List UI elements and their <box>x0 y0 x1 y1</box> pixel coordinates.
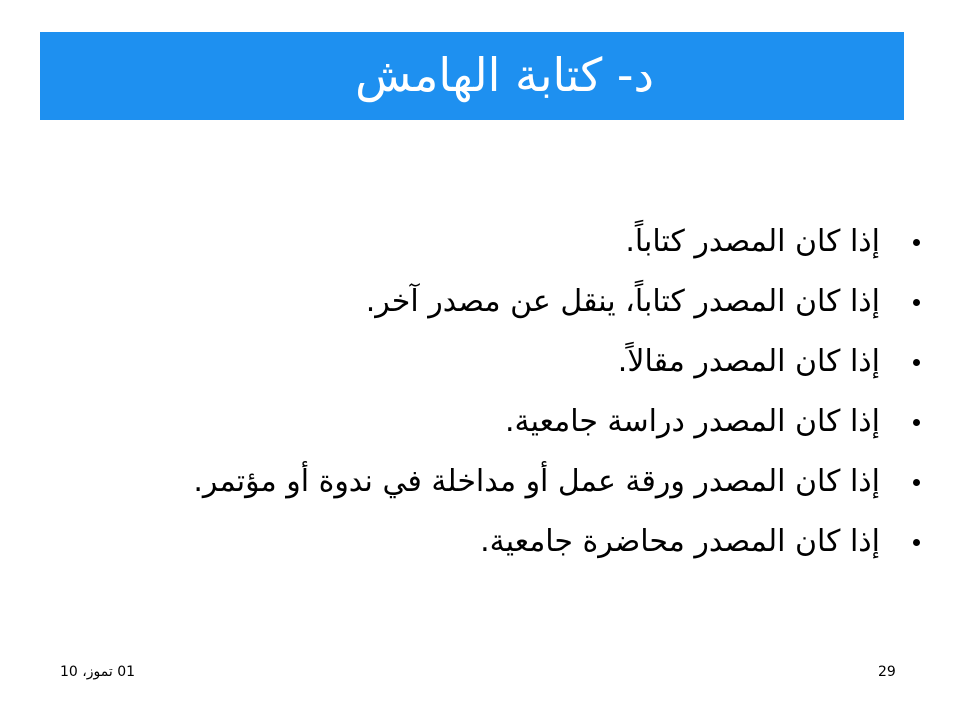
bullet-item <box>112 392 932 452</box>
slide-title: د- كتابة الهامش <box>355 48 654 102</box>
bullet-text: إذا كان المصدر ورقة عمل أو مداخلة في ندوة أو مؤتمر. <box>193 464 880 499</box>
bullet-item <box>112 212 932 272</box>
footer-date: 01 تموز، 10 <box>60 664 136 680</box>
bullet-dot-icon <box>913 299 920 306</box>
bullet-item <box>112 272 932 332</box>
bullet-dot-icon <box>913 359 920 366</box>
bullet-dot-icon <box>913 239 920 246</box>
bullet-dot-icon <box>913 479 920 486</box>
bullet-text: إذا كان المصدر دراسة جامعية. <box>505 404 880 439</box>
bullet-item <box>112 332 932 392</box>
bullet-item <box>112 452 932 512</box>
bullet-text: إذا كان المصدر محاضرة جامعية. <box>480 524 880 559</box>
bullet-item <box>112 512 932 572</box>
bullet-list <box>112 212 932 572</box>
bullet-text: إذا كان المصدر كتاباً. <box>625 224 880 259</box>
page-number: 29 <box>878 664 896 680</box>
bullet-text: إذا كان المصدر مقالاً. <box>617 344 880 379</box>
bullet-dot-icon <box>913 419 920 426</box>
bullet-dot-icon <box>913 539 920 546</box>
title-bar <box>40 32 904 120</box>
bullet-text: إذا كان المصدر كتاباً، ينقل عن مصدر آخر. <box>365 284 880 319</box>
